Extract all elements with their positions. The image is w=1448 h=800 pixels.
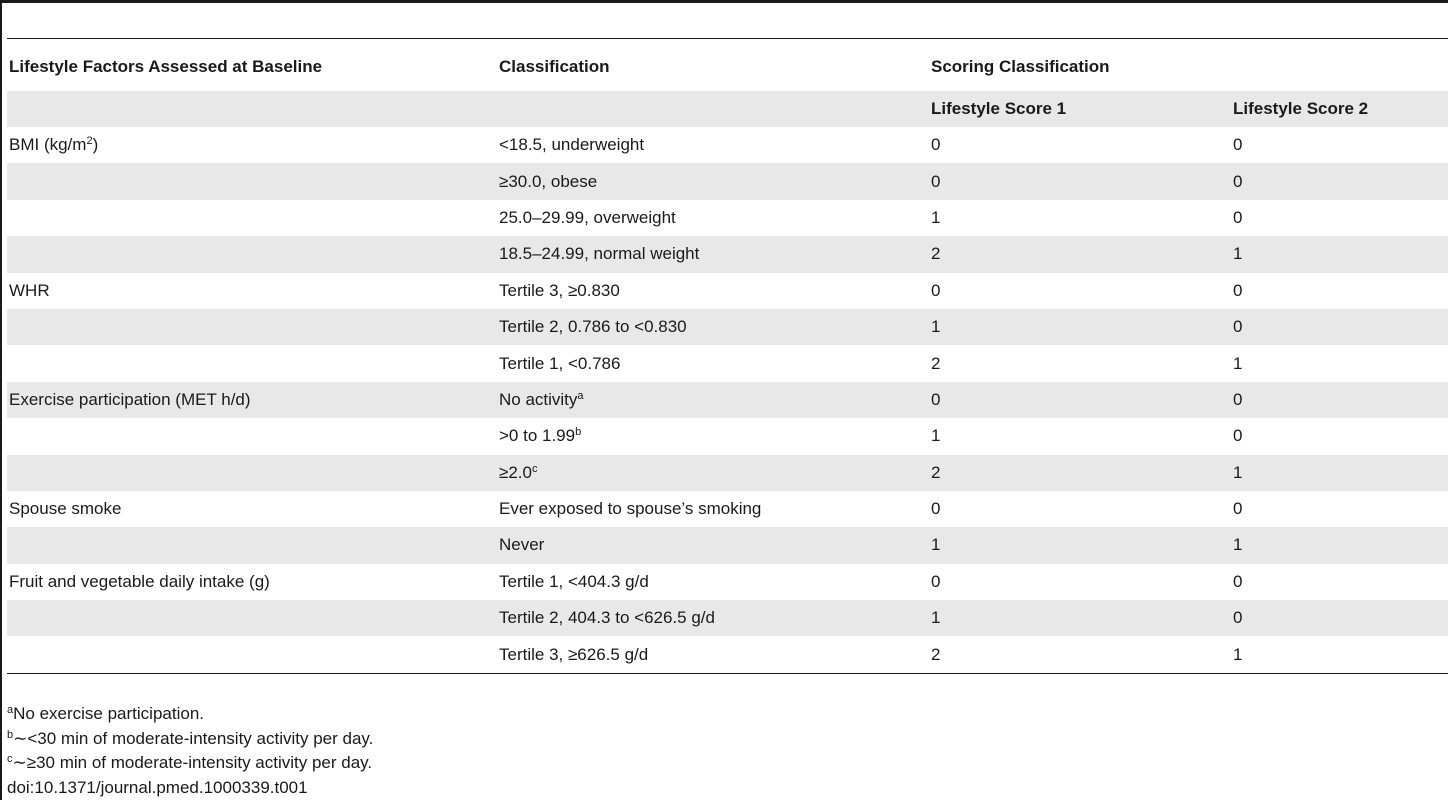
score-1-cell: 1 xyxy=(931,317,941,337)
score-2-cell: 0 xyxy=(1233,280,1243,300)
header-scoring-classification: Scoring Classification xyxy=(929,39,1448,92)
lifestyle-table-container xyxy=(7,38,1448,674)
table-row xyxy=(7,564,1448,600)
score-1-cell: 0 xyxy=(931,389,941,409)
factor-cell xyxy=(7,200,497,236)
score-2-cell: 0 xyxy=(1233,608,1243,628)
score-1-cell: 0 xyxy=(931,571,941,591)
header-score-2: Lifestyle Score 2 xyxy=(1233,99,1369,118)
score-2-cell: 0 xyxy=(1233,171,1243,191)
classification-cell: Tertile 2, 404.3 to <626.5 g/d xyxy=(499,608,715,628)
table-row xyxy=(7,345,1448,381)
classification-cell: 25.0–29.99, overweight xyxy=(499,207,676,227)
factor-cell xyxy=(7,236,497,272)
factor-cell xyxy=(7,636,497,673)
table-row xyxy=(7,527,1448,563)
doi-text: doi:10.1371/journal.pmed.1000339.t001 xyxy=(7,777,308,797)
score-2-cell: 1 xyxy=(1233,244,1243,264)
table-row xyxy=(7,309,1448,345)
score-2-cell: 1 xyxy=(1233,535,1243,555)
header-empty-factor xyxy=(7,91,497,127)
score-1-cell: 1 xyxy=(931,535,941,555)
lifestyle-scoring-table xyxy=(7,38,1448,674)
score-1-cell: 0 xyxy=(931,135,941,155)
footnote: $^b$∼<30 min of moderate-intensity activity per day. xyxy=(7,728,374,748)
score-1-cell: 2 xyxy=(929,636,1231,673)
score-1-cell: 2 xyxy=(931,462,941,482)
score-2-cell: 0 xyxy=(1233,135,1243,155)
score-1-cell: 1 xyxy=(931,207,941,227)
header-empty-classification xyxy=(497,91,929,127)
footnote-list xyxy=(7,702,373,776)
factor-cell: Exercise participation (MET h/d) xyxy=(9,389,251,409)
factor-cell xyxy=(7,527,497,563)
score-1-cell: 2 xyxy=(931,244,941,264)
classification-cell: >0 to 1.99$^b$ xyxy=(499,426,582,446)
score-2-cell: 1 xyxy=(1233,462,1243,482)
classification-cell: ≥2.0$^c$ xyxy=(499,462,538,482)
table-row xyxy=(7,418,1448,454)
score-2-cell: 0 xyxy=(1233,389,1243,409)
classification-cell: Never xyxy=(499,535,545,555)
score-1-cell: 0 xyxy=(931,499,941,519)
score-1-cell: 0 xyxy=(931,171,941,191)
score-2-cell: 1 xyxy=(1233,353,1243,373)
factor-cell: Fruit and vegetable daily intake (g) xyxy=(9,571,270,591)
score-1-cell: 2 xyxy=(931,353,941,373)
table-row xyxy=(7,236,1448,272)
left-border-rule xyxy=(0,0,2,800)
table-row xyxy=(7,455,1448,491)
factor-cell: WHR xyxy=(9,280,50,300)
top-border-rule xyxy=(0,0,1448,3)
score-2-cell: 0 xyxy=(1233,571,1243,591)
header-factor: Lifestyle Factors Assessed at Baseline xyxy=(7,39,497,92)
table-row xyxy=(7,600,1448,636)
header-row-2 xyxy=(7,91,1448,127)
table-footnotes xyxy=(7,702,373,800)
classification-cell: Tertile 2, 0.786 to <0.830 xyxy=(499,317,687,337)
score-2-cell: 0 xyxy=(1233,207,1243,227)
factor-cell xyxy=(7,163,497,199)
factor-cell: Spouse smoke xyxy=(9,499,122,519)
score-2-cell: 0 xyxy=(1233,426,1243,446)
factor-cell xyxy=(7,309,497,345)
table-row xyxy=(7,382,1448,418)
classification-cell: Tertile 1, <404.3 g/d xyxy=(499,571,649,591)
classification-cell: Tertile 3, ≥626.5 g/d xyxy=(497,636,929,673)
score-2-cell: 0 xyxy=(1233,317,1243,337)
footnote: $^a$No exercise participation. xyxy=(7,704,204,723)
factor-cell xyxy=(7,345,497,381)
table-row xyxy=(7,200,1448,236)
classification-cell: No activity$^a$ xyxy=(499,389,584,409)
factor-cell xyxy=(7,455,497,491)
table-row xyxy=(7,636,1448,673)
classification-cell: 18.5–24.99, normal weight xyxy=(499,244,700,264)
table-row xyxy=(7,273,1448,309)
factor-cell xyxy=(7,600,497,636)
footnote: $^c$∼≥30 min of moderate-intensity activity per day. xyxy=(7,753,373,772)
score-2-cell: 1 xyxy=(1231,636,1448,673)
table-row xyxy=(7,127,1448,163)
classification-cell: Ever exposed to spouse’s smoking xyxy=(499,499,762,519)
factor-cell: BMI $(kg/m^2)$ xyxy=(9,135,99,155)
score-1-cell: 1 xyxy=(931,608,941,628)
table-row xyxy=(7,491,1448,527)
score-1-cell: 1 xyxy=(931,426,941,446)
table-body xyxy=(7,127,1448,673)
header-row-1 xyxy=(7,39,1448,92)
table-row xyxy=(7,163,1448,199)
classification-cell: <18.5, underweight xyxy=(499,135,645,155)
classification-cell: Tertile 1, <0.786 xyxy=(499,353,621,373)
score-1-cell: 0 xyxy=(931,280,941,300)
header-score-1: Lifestyle Score 1 xyxy=(931,99,1067,118)
score-2-cell: 0 xyxy=(1233,499,1243,519)
header-classification: Classification xyxy=(497,39,929,92)
classification-cell: ≥30.0, obese xyxy=(499,171,598,191)
factor-cell xyxy=(7,418,497,454)
classification-cell: Tertile 3, ≥0.830 xyxy=(499,280,620,300)
